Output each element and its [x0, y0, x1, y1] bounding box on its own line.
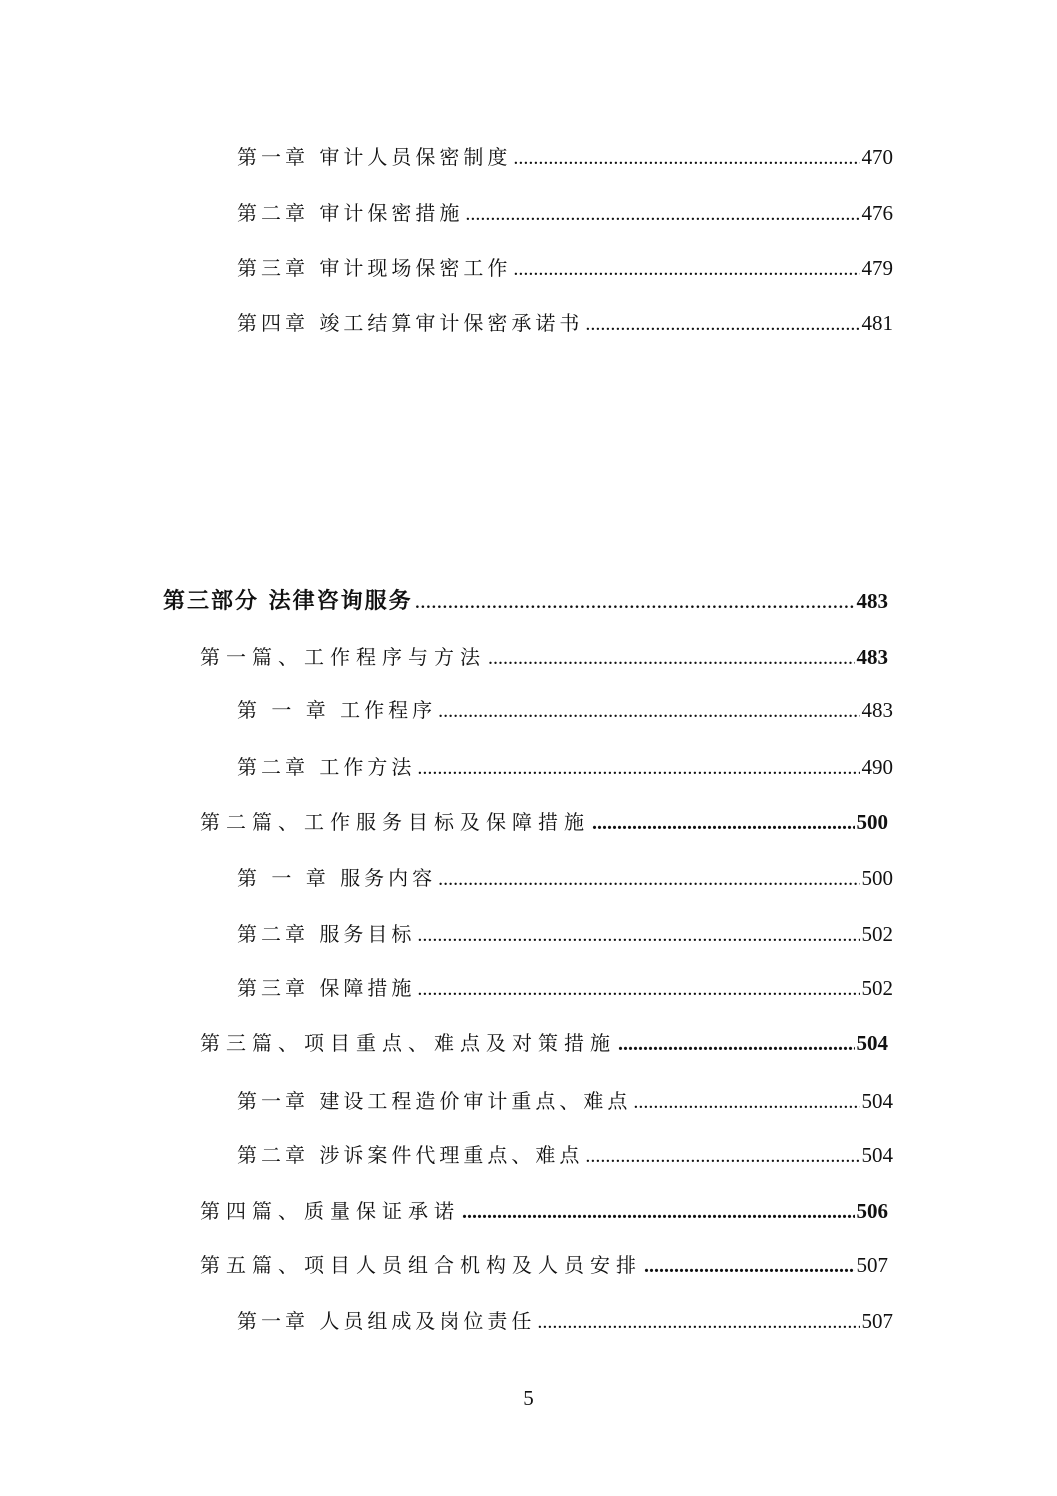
toc-entry[interactable] [237, 754, 893, 781]
toc-entry-page: 470 [861, 145, 893, 169]
toc-entry[interactable] [237, 1308, 893, 1335]
toc-entry[interactable] [237, 975, 893, 1002]
toc-entry-page: 507 [861, 1309, 893, 1333]
toc-entry-title: 第四章 竣工结算审计保密承诺书 [237, 311, 584, 335]
dot-leader [438, 698, 859, 724]
toc-entry-page: 479 [861, 256, 893, 280]
dot-leader [415, 588, 855, 614]
toc-entry-title: 第 一 章 工作程序 [237, 698, 437, 722]
toc-section[interactable] [200, 1198, 888, 1225]
toc-entry[interactable] [237, 697, 893, 724]
toc-section[interactable] [200, 1252, 888, 1279]
toc-entry[interactable] [237, 1142, 893, 1169]
toc-entry-title: 第二章 服务目标 [237, 922, 416, 946]
dot-leader [513, 145, 859, 171]
toc-section-title: 第二篇、工作服务目标及保障措施 [200, 810, 590, 834]
dot-leader [633, 1089, 859, 1115]
toc-section-page: 507 [856, 1253, 888, 1277]
toc-entry[interactable] [237, 200, 893, 227]
toc-entry[interactable] [237, 144, 893, 171]
toc-entry[interactable] [237, 1088, 893, 1115]
dot-leader [537, 1309, 859, 1335]
toc-entry-title: 第三章 审计现场保密工作 [237, 256, 512, 280]
toc-part-title: 第三部分 法律咨询服务 [163, 588, 413, 614]
dot-leader [417, 976, 859, 1002]
toc-section-page: 483 [856, 645, 888, 669]
toc-section-page: 506 [856, 1199, 888, 1223]
dot-leader [465, 201, 859, 227]
toc-entry-title: 第二章 审计保密措施 [237, 201, 464, 225]
toc-part-page: 483 [856, 589, 888, 613]
dot-leader [462, 1199, 855, 1225]
toc-entry-page: 504 [861, 1143, 893, 1167]
toc-entry-page: 502 [861, 922, 893, 946]
toc-entry[interactable] [237, 865, 893, 892]
toc-section-title: 第一篇、工作程序与方法 [200, 645, 486, 669]
dot-leader [585, 1143, 859, 1169]
toc-section-page: 504 [856, 1031, 888, 1055]
dot-leader [513, 256, 859, 282]
dot-leader [417, 922, 859, 948]
toc-entry-page: 504 [861, 1089, 893, 1113]
dot-leader [644, 1253, 855, 1279]
dot-leader [585, 311, 859, 337]
toc-entry[interactable] [237, 310, 893, 337]
toc-entry-page: 483 [861, 698, 893, 722]
toc-section-title: 第三篇、项目重点、难点及对策措施 [200, 1031, 616, 1055]
dot-leader [592, 810, 855, 836]
toc-entry-title: 第一章 建设工程造价审计重点、难点 [237, 1089, 632, 1113]
toc-entry[interactable] [237, 921, 893, 948]
toc-entry-title: 第二章 工作方法 [237, 755, 416, 779]
toc-section-page: 500 [856, 810, 888, 834]
dot-leader [618, 1031, 855, 1057]
toc-entry-page: 481 [861, 311, 893, 335]
toc-section[interactable] [200, 644, 888, 671]
toc-part[interactable] [163, 588, 888, 614]
toc-section[interactable] [200, 809, 888, 836]
toc-entry-page: 490 [861, 755, 893, 779]
toc-entry-title: 第三章 保障措施 [237, 976, 416, 1000]
toc-entry-title: 第一章 人员组成及岗位责任 [237, 1309, 536, 1333]
toc-entry-title: 第二章 涉诉案件代理重点、难点 [237, 1143, 584, 1167]
toc-entry[interactable] [237, 255, 893, 282]
dot-leader [417, 755, 859, 781]
page-number: 5 [523, 1386, 534, 1410]
dot-leader [488, 645, 855, 671]
toc-entry-page: 502 [861, 976, 893, 1000]
toc-section-title: 第五篇、项目人员组合机构及人员安排 [200, 1253, 642, 1277]
dot-leader [438, 866, 859, 892]
toc-section-title: 第四篇、质量保证承诺 [200, 1199, 460, 1223]
toc-section[interactable] [200, 1030, 888, 1057]
toc-entry-title: 第 一 章 服务内容 [237, 866, 437, 890]
toc-entry-page: 500 [861, 866, 893, 890]
toc-entry-page: 476 [861, 201, 893, 225]
toc-entry-title: 第一章 审计人员保密制度 [237, 145, 512, 169]
